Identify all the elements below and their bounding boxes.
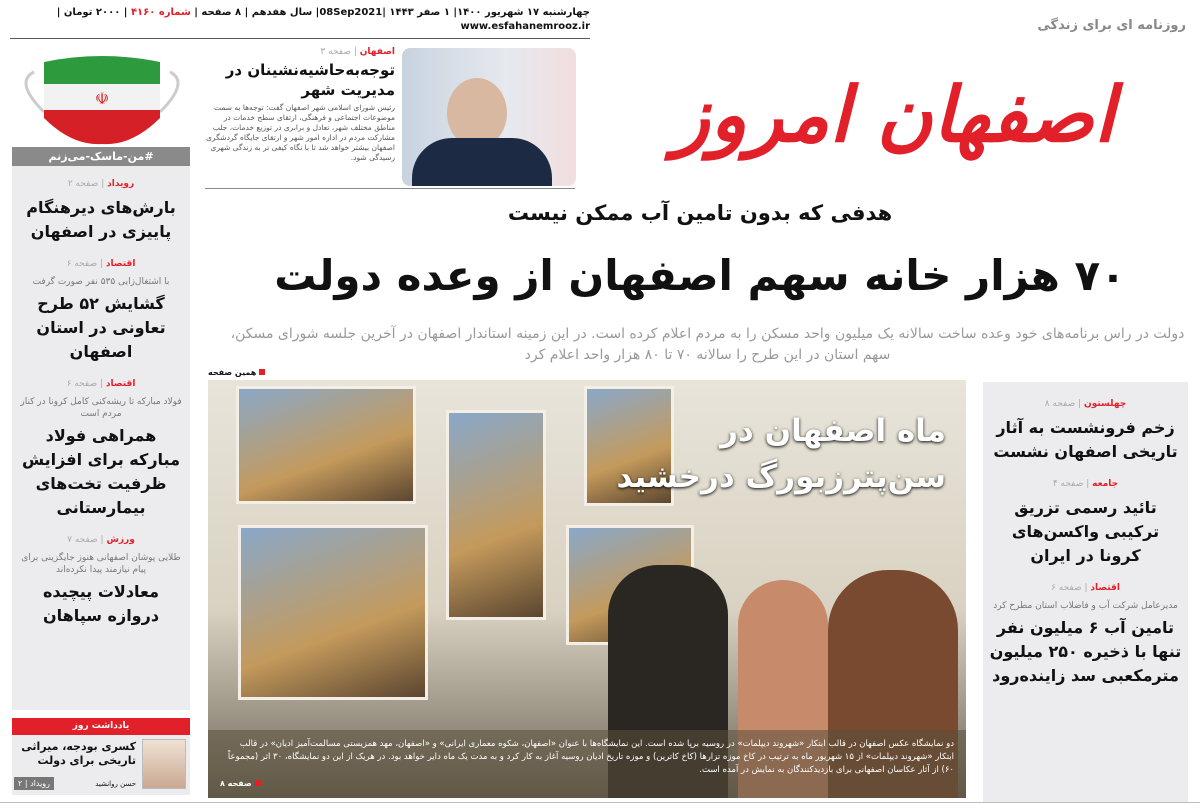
svg-text:☫: ☫ xyxy=(94,89,110,108)
divider xyxy=(205,188,575,189)
news-subtitle: مدیرعامل شرکت آب و فاضلاب استان مطرح کرد xyxy=(993,601,1178,611)
caption-text: دو نمایشگاه عکس اصفهان در قالب ابتکار «شهروند دیپلمات» در روسیه برپا شده است. این نمایشگاه‌ها با عنوان «اصفهان، شکوه معماری ایرانی» و «اصفهان، مهد همزیستی مسالمت‌آمیز ادیان» در قالب ابتکار «شهروند دیپلمات» از ۱۵ شهریور ماه به ترتیب در کاخ موزه تزارها (کاخ کاترین) و موزه تاریخ ادیان روسیه آغاز به کار کرد و به مدت یک ماه دایر خواهد بود. در هریک از این دو نمایشگاه، ۳۰ اثر (مجموعاً ۶۰) از آثار عکاسان اصفهانی برای بازدیدکنندگان به نمایش در آمده است. xyxy=(227,739,954,775)
exhibition-photo[interactable] xyxy=(208,380,966,798)
top-story[interactable]: اصفهان | صفحه ۳ توجه‌به‌حاشیه‌نشینان در مدیریت شهر رئیس شورای اسلامی شهر اصفهان گفت: توجه‌ها به سمت موضوعات اجتماعی و فرهنگی، ارتقای سطح خدمات در مناطق مختلف شهر، تعادل و برابری در توزیع خدمات، جلب مشارکت مردم در اداره امور شهر و ارتقای جایگاه گردشگری اصفهان بیشتر خواهد شد تا با نگاه کیفی تر به زندگی شهری رسیدگی شود. xyxy=(206,47,395,162)
lead-paragraph: دولت در راس برنامه‌های خود وعده ساخت سالانه یک میلیون واحد مسکن را به مردم اعلام کرده است. در این زمینه استاندار اصفهان در آخرین جلسه شورای مسکن، سهم استان در این طرح را سالانه ۷۰ تا ۸۰ هزار واحد اعلام کرد xyxy=(230,326,1185,363)
news-subtitle: طلایی پوشان اصفهانی هنوز جایگزینی برای پیام نیازمند پیدا نکرده‌اند xyxy=(21,553,181,575)
section-label: ورزش xyxy=(106,535,135,545)
left-column-news xyxy=(12,166,190,710)
news-headline: تامین آب ۶ میلیون نفر تنها با ذخیره ۲۵۰ میلیون مترمکعبی سد زاینده‌رود xyxy=(989,618,1182,685)
page-ref: صفحه ۷ xyxy=(67,535,98,545)
news-subtitle: با اشتغال‌زایی ۵۳۵ نفر صورت گرفت xyxy=(32,277,170,287)
same-page-ref: همین صفحه xyxy=(208,368,265,378)
news-headline: همراهی فولاد مبارکه برای افزایش ظرفیت تخت‌های بیمارستانی xyxy=(22,426,180,517)
section-label: اقتصاد xyxy=(1090,583,1120,593)
newspaper-logo: اصفهان امروز xyxy=(673,70,1115,159)
date-info: چهارشنبه ۱۷ شهریور ۱۴۰۰| ۱ صفر ۱۴۴۳ |08Sep2021| سال هفدهم | ۸ صفحه | xyxy=(190,7,590,18)
news-headline: زخم فرونشست به آثار تاریخی اصفهان نشست xyxy=(993,418,1178,461)
news-item[interactable]: اقتصاد | صفحه ۶ فولاد مبارکه تا ریشه‌کنی کامل کرونا در کنار مردم است همراهی فولاد مبارکه برای افزایش ظرفیت تخت‌های بیمارستانی xyxy=(18,378,184,520)
page-ref: صفحه ۶ xyxy=(1051,583,1082,593)
news-item[interactable]: اقتصاد | صفحه ۶ با اشتغال‌زایی ۵۳۵ نفر صورت گرفت گشایش ۵۲ طرح تعاونی در استان اصفهان xyxy=(18,258,184,364)
dateline xyxy=(10,6,590,39)
photo-headline: ماه اصفهان در سن‌پترزبورگ درخشید xyxy=(616,413,946,495)
slogan: روزنامه ای برای زندگی xyxy=(1037,18,1186,33)
news-item[interactable]: رویداد | صفحه ۲ بارش‌های دیرهنگام پاییزی در اصفهان xyxy=(18,178,184,244)
note-title: کسری بودجه، میراثی تاریخی برای دولت xyxy=(21,740,136,767)
news-item[interactable]: ورزش | صفحه ۷ طلایی پوشان اصفهانی هنوز جایگزینی برای پیام نیازمند پیدا نکرده‌اند معادلات پیچیده دروازه سپاهان xyxy=(18,534,184,628)
top-story-body: رئیس شورای اسلامی شهر اصفهان گفت: توجه‌ها به سمت موضوعات اجتماعی و فرهنگی، ارتقای سطح خدمات در مناطق مختلف شهر، تعادل و برابری در توزیع خدمات، جلب مشارکت مردم در اداره امور شهر و ارتقای جایگاه گردشگری اصفهان بیشتر خواهد شد تا با نگاه کیفی تر به زندگی شهری رسیدگی شود. xyxy=(206,103,395,162)
issue-number: شماره ۴۱۶۰ xyxy=(130,7,191,18)
top-story-headline: توجه‌به‌حاشیه‌نشینان در مدیریت شهر xyxy=(225,61,395,99)
campaign-hashtag: #من-ماسک-می‌زنم xyxy=(12,147,190,166)
news-headline: گشایش ۵۲ طرح تعاونی در استان اصفهان xyxy=(36,294,166,361)
right-column-news xyxy=(983,382,1188,802)
note-author: حسن روانشید xyxy=(95,780,136,788)
news-headline: معادلات پیچیده دروازه سپاهان xyxy=(42,582,160,625)
section-label: اقتصاد xyxy=(105,379,136,389)
page-ref: صفحه ۶ xyxy=(66,259,98,269)
price-website: | ۲۰۰۰ تومان | www.esfahanemrooz.ir xyxy=(56,7,590,32)
page-ref: صفحه ۴ xyxy=(1052,479,1084,489)
news-headline: بارش‌های دیرهنگام پاییزی در اصفهان xyxy=(26,198,176,241)
top-story-photo xyxy=(402,48,576,186)
section-label: رویداد xyxy=(107,179,135,189)
daily-note[interactable] xyxy=(12,735,190,795)
page-ref: صفحه ۶ xyxy=(66,379,98,389)
news-item[interactable]: چهلستون | صفحه ۸ زخم فرونشست به آثار تاریخی اصفهان نشست xyxy=(989,398,1182,464)
news-headline: تائید رسمی تزریق ترکیبی واکسن‌های کرونا در ایران xyxy=(1011,498,1160,565)
page-ref: صفحه ۲ xyxy=(67,179,99,189)
news-item[interactable]: جامعه | صفحه ۴ تائید رسمی تزریق ترکیبی واکسن‌های کرونا در ایران xyxy=(989,478,1182,568)
section-label: جامعه xyxy=(1092,479,1119,489)
author-photo xyxy=(142,739,186,789)
news-item[interactable]: اقتصاد | صفحه ۶ مدیرعامل شرکت آب و فاضلاب استان مطرح کرد تامین آب ۶ میلیون نفر تنها با ذخیره ۲۵۰ میلیون مترمکعبی سد زاینده‌رود xyxy=(989,582,1182,688)
caption-page-ref: صفحه ۸ xyxy=(220,777,954,790)
section-label: چهلستون xyxy=(1084,399,1127,409)
page-ref: صفحه ۳ xyxy=(320,47,351,57)
photo-caption xyxy=(208,730,966,798)
mask-flag-image xyxy=(14,52,190,146)
lead-subheadline: هدفی که بدون تامین آب ممکن نیست xyxy=(507,201,893,225)
note-header: یادداشت روز xyxy=(12,718,190,735)
note-page-tag: رویداد | ۲ xyxy=(14,777,54,790)
section-label: اقتصاد xyxy=(105,259,136,269)
divider xyxy=(0,802,1200,803)
news-subtitle: فولاد مبارکه تا ریشه‌کنی کامل کرونا در کنار مردم است xyxy=(20,397,182,419)
page-ref: صفحه ۸ xyxy=(1044,399,1076,409)
section-label: اصفهان xyxy=(359,47,395,57)
lead-headline[interactable]: ۷۰ هزار خانه سهم اصفهان از وعده دولت xyxy=(274,251,1126,300)
